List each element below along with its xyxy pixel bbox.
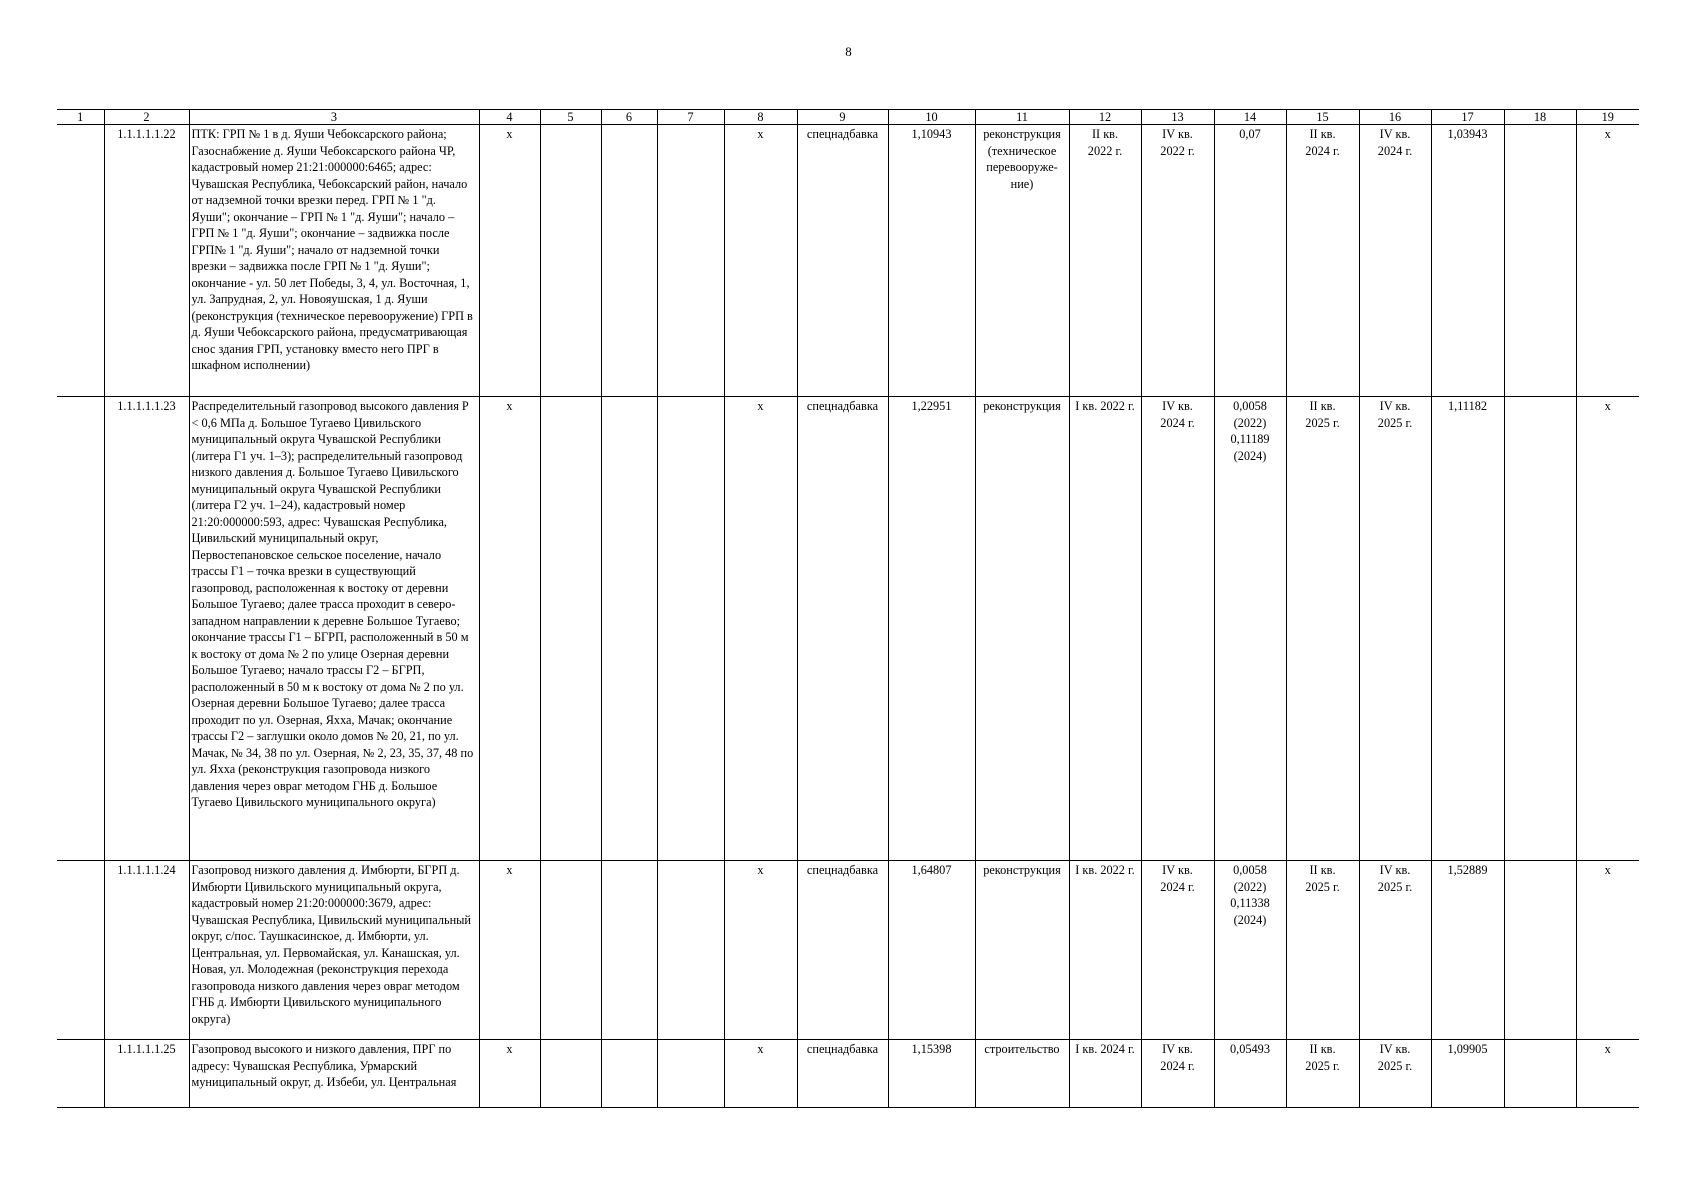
cell-work-type: реконструкция (техническое перевооруже- ние) [975,125,1069,397]
table-row [57,397,1639,861]
cell-funding-source: спецнадбавка [797,1040,888,1108]
cell-work-type: строительство [975,1040,1069,1108]
cell-c1 [57,1040,104,1108]
table-body [57,125,1639,1108]
column-header: 16 [1359,110,1431,125]
cell-c4: х [479,125,540,397]
column-header: 9 [797,110,888,125]
cell-c1 [57,397,104,861]
column-header: 7 [657,110,724,125]
cell-c14: 0,0058 (2022) 0,11189 (2024) [1214,397,1286,861]
cell-c18 [1504,861,1576,1040]
cell-c16: IV кв. 2025 г. [1359,861,1431,1040]
column-header: 17 [1431,110,1504,125]
cell-c7 [657,1040,724,1108]
column-header: 15 [1286,110,1359,125]
cell-c18 [1504,1040,1576,1108]
cell-c15: II кв. 2025 г. [1286,397,1359,861]
cell-c10: 1,10943 [888,125,975,397]
cell-c5 [540,1040,601,1108]
cell-funding-source: спецнадбавка [797,125,888,397]
cell-c18 [1504,397,1576,861]
cell-funding-source: спецнадбавка [797,861,888,1040]
cell-c8: х [724,861,797,1040]
cell-c14: 0,05493 [1214,1040,1286,1108]
cell-c7 [657,125,724,397]
cell-c5 [540,861,601,1040]
column-header: 11 [975,110,1069,125]
table-header [57,110,1639,125]
cell-c6 [601,397,657,861]
investment-program-table [57,109,1639,1108]
cell-c6 [601,1040,657,1108]
column-header: 4 [479,110,540,125]
cell-c1 [57,861,104,1040]
cell-c5 [540,125,601,397]
cell-item-number: 1.1.1.1.1.24 [104,861,189,1040]
cell-c10: 1,15398 [888,1040,975,1108]
cell-c4: х [479,397,540,861]
cell-end-period: IV кв. 2024 г. [1141,861,1214,1040]
page-number: 8 [845,44,852,59]
cell-c17: 1,52889 [1431,861,1504,1040]
cell-object-description: Распределительный газопровод высокого давления Р < 0,6 МПа д. Большое Тугаево Цивильского муниципальный округа Чувашской Республики (литера Г1 уч. 1–3); распределительный газопровод низкого давления д. Большое Тугаево Цивильского муниципальный округа Чувашской Республики (литера Г2 уч. 1–24), кадастровый номер 21:20:000000:593, адрес: Чувашская Республика, Цивильский муниципальный округ, Первостепановское сельское поселение, начало трассы Г1 – точка врезки в существующий газопровод, расположенная к востоку от деревни Большое Тугаево; далее трасса проходит в северо-западном направлении к деревне Большое Тугаево; окончание трассы Г1 – БГРП, расположенный в 50 м к востоку от дома № 2 по улице Озерная деревни Большое Тугаево; начало трассы Г2 – БГРП, расположенный в 50 м к востоку от дома № 2 по ул. Озерная деревни Большое Тугаево; далее трасса проходит по ул. Озерная, Яхха, Мачак; окончание трассы Г2 – заглушки около домов № 20, 21, по ул. Мачак, № 34, 38 по ул. Озерная, № 2, 23, 35, 37, 48 по ул. Яхха (реконструкция газопровода низкого давления через овраг методом ГНБ д. Большое Тугаево Цивильского муниципального округа) [189,397,479,861]
column-header: 2 [104,110,189,125]
cell-work-type: реконструкция [975,397,1069,861]
cell-end-period: IV кв. 2024 г. [1141,1040,1214,1108]
cell-c19: х [1576,397,1639,861]
cell-c10: 1,64807 [888,861,975,1040]
cell-c16: IV кв. 2025 г. [1359,1040,1431,1108]
cell-c10: 1,22951 [888,397,975,861]
cell-c6 [601,861,657,1040]
column-header: 18 [1504,110,1576,125]
cell-c14: 0,0058 (2022) 0,11338 (2024) [1214,861,1286,1040]
column-header: 3 [189,110,479,125]
cell-item-number: 1.1.1.1.1.22 [104,125,189,397]
cell-start-period: II кв. 2022 г. [1069,125,1141,397]
cell-c7 [657,861,724,1040]
cell-c17: 1,03943 [1431,125,1504,397]
cell-c15: II кв. 2025 г. [1286,1040,1359,1108]
cell-object-description: Газопровод низкого давления д. Имбюрти, БГРП д. Имбюрти Цивильского муниципальный округа, кадастровый номер 21:20:000000:3679, адрес: Чувашская Республика, Цивильский муниципальный округ, с/пос. Таушкасинское, д. Имбюрти, ул. Центральная, ул. Первомайская, ул. Канашская, ул. Новая, ул. Молодежная (реконструкция перехода газопровода низкого давления через овраг методом ГНБ д. Имбюрти Цивильского муниципального округа) [189,861,479,1040]
cell-c8: х [724,397,797,861]
cell-c6 [601,125,657,397]
cell-c17: 1,11182 [1431,397,1504,861]
cell-c19: х [1576,125,1639,397]
cell-c19: х [1576,1040,1639,1108]
cell-c19: х [1576,861,1639,1040]
column-header: 14 [1214,110,1286,125]
table-row [57,1040,1639,1108]
column-header: 13 [1141,110,1214,125]
cell-c7 [657,397,724,861]
column-header: 6 [601,110,657,125]
table-row [57,125,1639,397]
cell-funding-source: спецнадбавка [797,397,888,861]
cell-c8: х [724,1040,797,1108]
cell-object-description: Газопровод высокого и низкого давления, ПРГ по адресу: Чувашская Республика, Урмарский муниципальный округ, д. Избеби, ул. Центральная [189,1040,479,1108]
cell-item-number: 1.1.1.1.1.25 [104,1040,189,1108]
cell-c4: х [479,1040,540,1108]
column-header: 10 [888,110,975,125]
column-header: 1 [57,110,104,125]
cell-c14: 0,07 [1214,125,1286,397]
cell-work-type: реконструкция [975,861,1069,1040]
cell-start-period: I кв. 2024 г. [1069,1040,1141,1108]
cell-c1 [57,125,104,397]
column-header: 12 [1069,110,1141,125]
column-header: 19 [1576,110,1639,125]
cell-c16: IV кв. 2025 г. [1359,397,1431,861]
cell-start-period: I кв. 2022 г. [1069,397,1141,861]
cell-c8: х [724,125,797,397]
cell-c15: II кв. 2025 г. [1286,861,1359,1040]
cell-end-period: IV кв. 2022 г. [1141,125,1214,397]
cell-c16: IV кв. 2024 г. [1359,125,1431,397]
column-header: 8 [724,110,797,125]
column-header: 5 [540,110,601,125]
cell-c18 [1504,125,1576,397]
cell-c17: 1,09905 [1431,1040,1504,1108]
cell-c4: х [479,861,540,1040]
table-row [57,861,1639,1040]
cell-start-period: I кв. 2022 г. [1069,861,1141,1040]
column-number-row [57,110,1639,125]
cell-end-period: IV кв. 2024 г. [1141,397,1214,861]
cell-object-description: ПТК: ГРП № 1 в д. Яуши Чебоксарского района; Газоснабжение д. Яуши Чебоксарского района ЧР, кадастровый номер 21:21:000000:6465; адрес: Чувашская Республика, Чебоксарский район, начало от надземной точки врезки перед. ГРП № 1 "д. Яуши"; окончание – ГРП № 1 "д. Яуши"; начало – ГРП № 1 "д. Яуши"; окончание – задвижка после ГРП№ 1 "д. Яуши"; начало от надземной точки врезки – задвижка после ГРП № 1 "д. Яуши"; окончание - ул. 50 лет Победы, 3, 4, ул. Восточная, 1, ул. Запрудная, 2, ул. Новояушская, 1 д. Яуши (реконструкция (техническое перевооружение) ГРП в д. Яуши Чебоксарского района, предусматривающая снос здания ГРП, установку вместо него ПРГ в шкафном исполнении) [189,125,479,397]
cell-item-number: 1.1.1.1.1.23 [104,397,189,861]
cell-c15: II кв. 2024 г. [1286,125,1359,397]
cell-c5 [540,397,601,861]
